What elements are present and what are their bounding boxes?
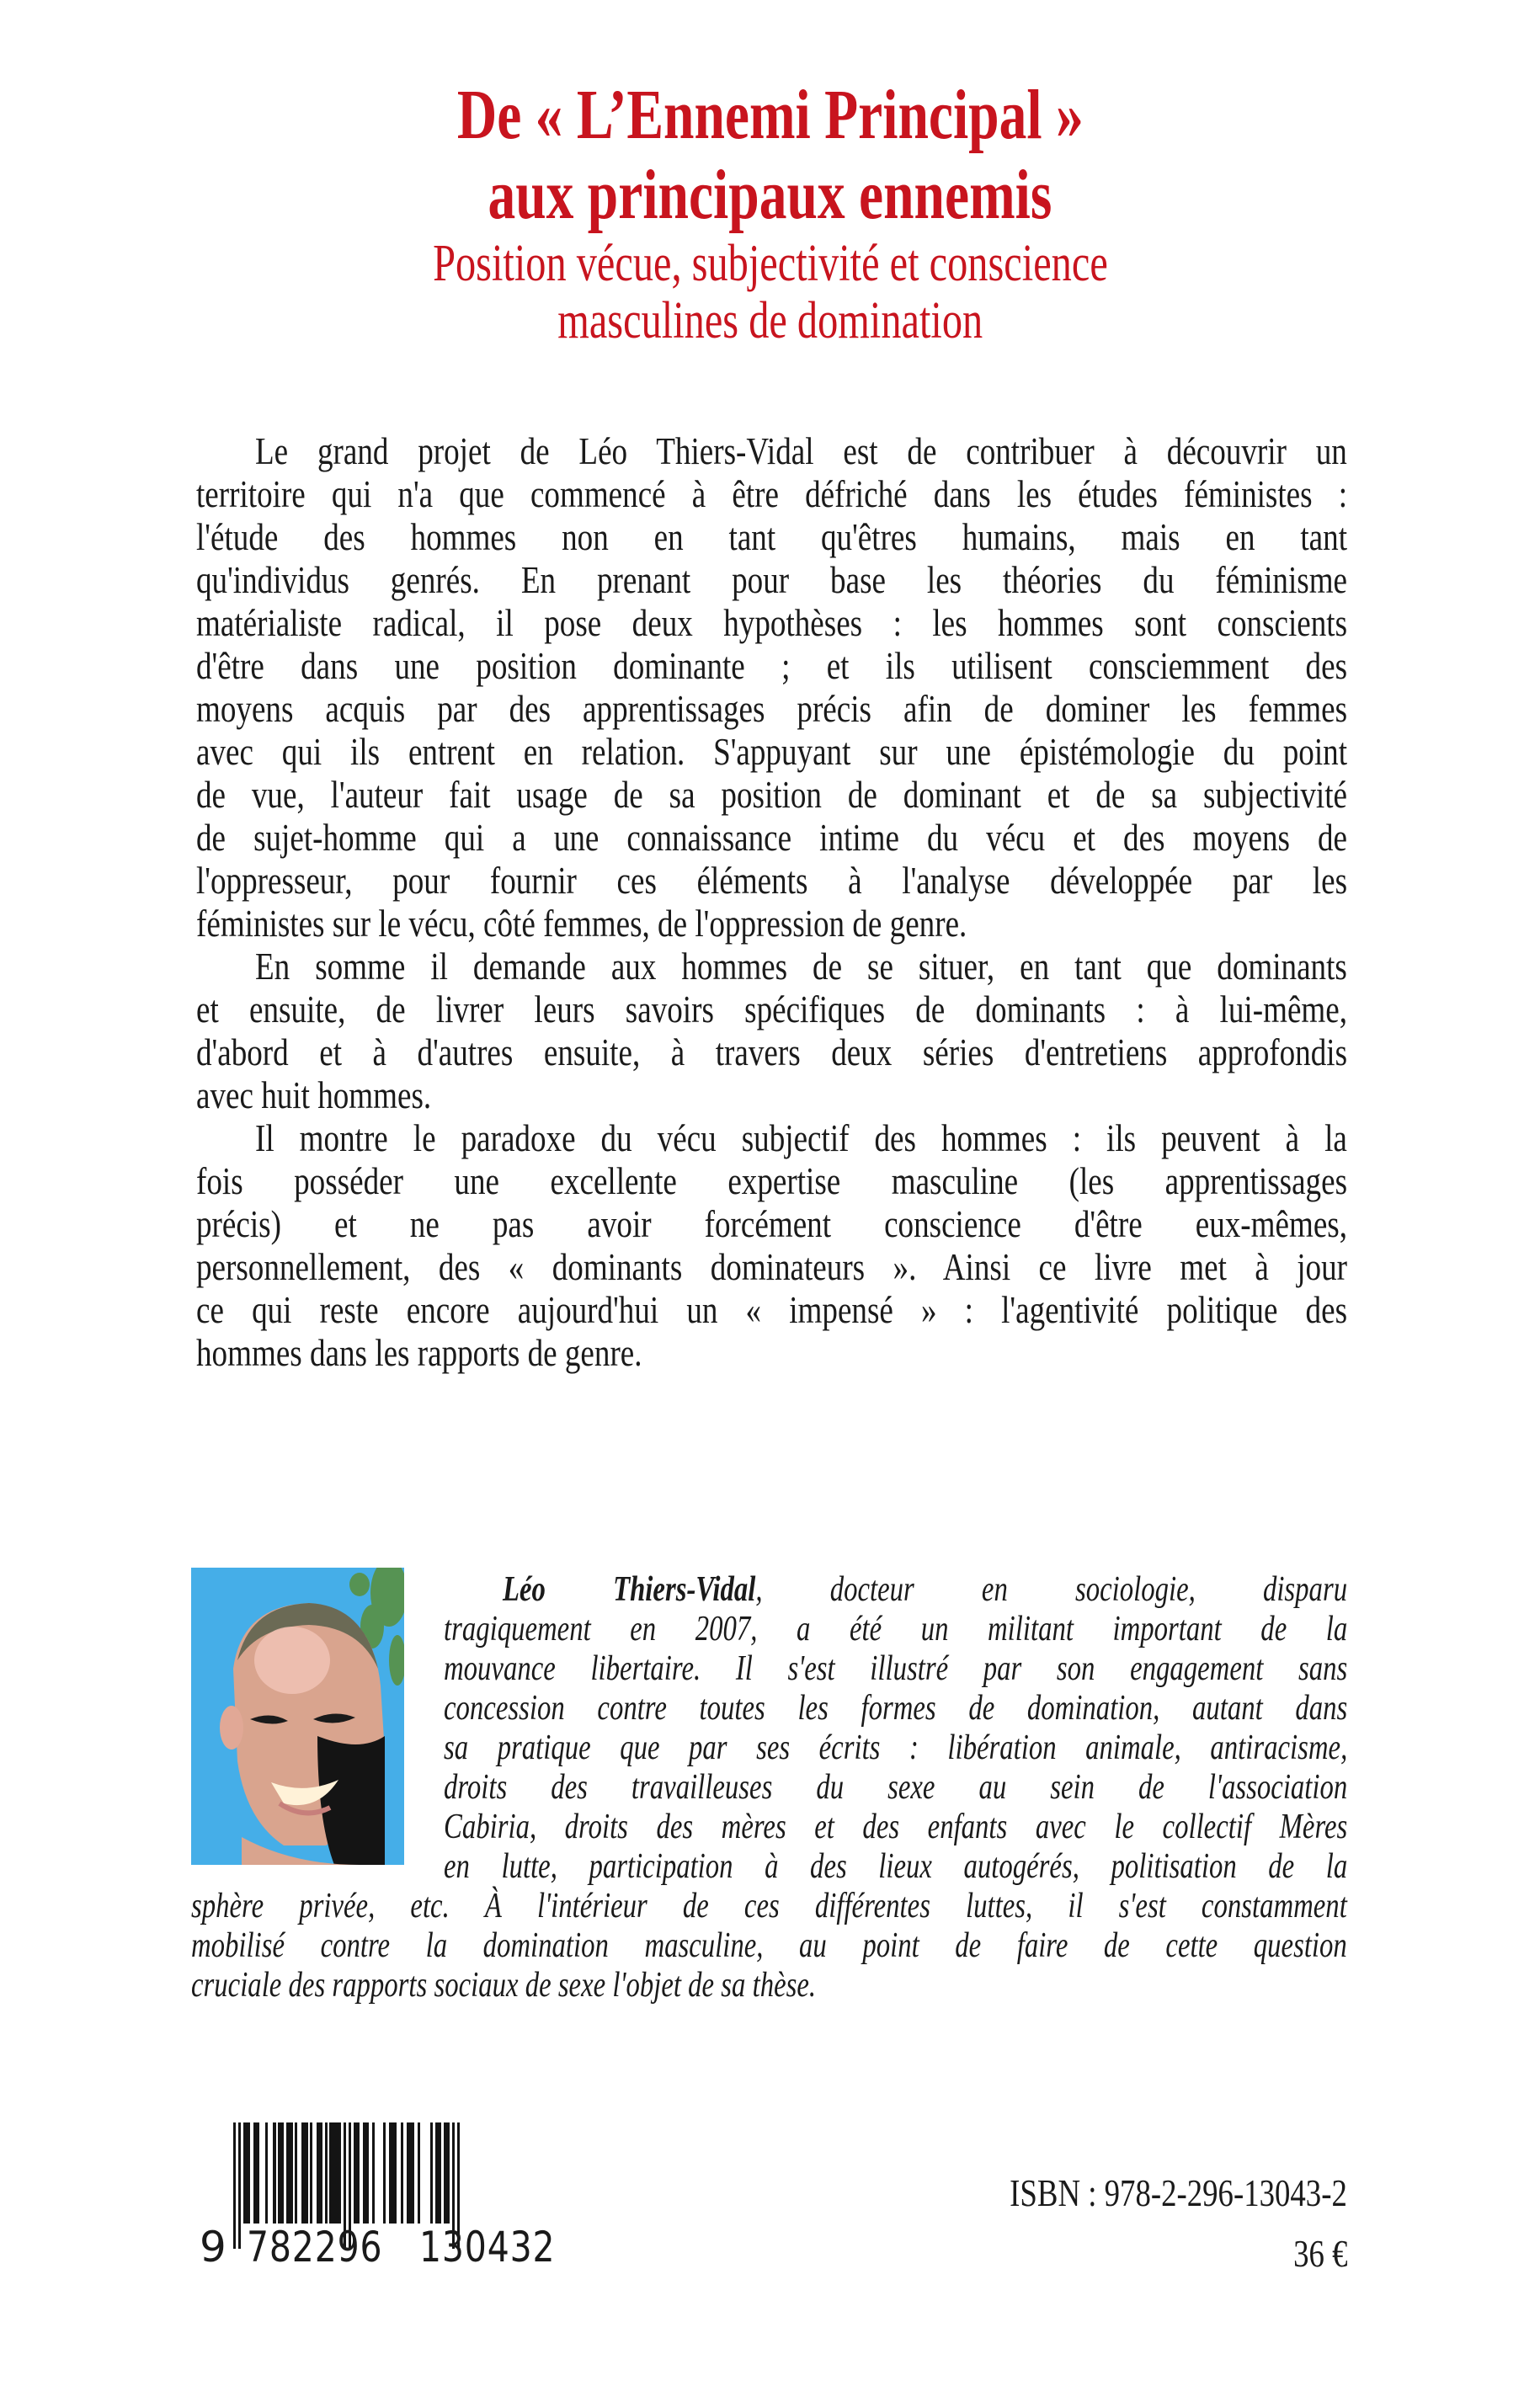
bio-line: Cabiria, droits des mères et des enfants avec le collectif Mères <box>444 1808 1348 1846</box>
bio-line: sphère privée, etc. À l'intérieur de ces différentes luttes, il s'est constamment <box>191 1887 1347 1925</box>
blurb-line: hommes dans les rapports de genre. <box>196 1331 642 1374</box>
blurb-line: avec qui ils entrent en relation. S'appuyant sur une épistémologie du point <box>196 730 1348 773</box>
blurb-line: territoire qui n'a que commencé à être défriché dans les études féministes : <box>196 472 1348 515</box>
price-label: 36 € <box>1292 2232 1347 2275</box>
bio-line: en lutte, participation à des lieux autogérés, politisation de la <box>444 1847 1348 1886</box>
bio-line: concession contre toutes les formes de domination, autant dans <box>444 1689 1348 1728</box>
bio-line: cruciale des rapports sociaux de sexe l'objet de sa thèse. <box>191 1966 817 2005</box>
blurb-line: Il montre le paradoxe du vécu subjectif des hommes : ils peuvent à la <box>255 1116 1347 1159</box>
blurb-line: personnellement, des « dominants dominateurs ». Ainsi ce livre met à jour <box>196 1245 1348 1288</box>
blurb-line: Le grand projet de Léo Thiers-Vidal est de contribuer à découvrir un <box>255 429 1347 472</box>
blurb-line: féministes sur le vécu, côté femmes, de l'oppression de genre. <box>196 902 967 945</box>
bio-line: mobilisé contre la domination masculine, au point de faire de cette question <box>191 1926 1347 1965</box>
bio-line: mouvance libertaire. Il s'est illustré par son engagement sans <box>444 1649 1348 1688</box>
blurb-line: l'étude des hommes non en tant qu'êtres humains, mais en tant <box>196 515 1348 558</box>
isbn-label: ISBN : 978-2-296-13043-2 <box>1010 2171 1347 2214</box>
blurb-line: précis) et ne pas avoir forcément conscience d'être eux-mêmes, <box>196 1202 1348 1245</box>
blurb-line: et ensuite, de livrer leurs savoirs spécifiques de dominants : à lui-même, <box>196 988 1348 1031</box>
book-title-line-2: aux principaux ennemis <box>488 156 1052 234</box>
blurb-line: d'abord et à d'autres ensuite, à travers deux séries d'entretiens approfondis <box>196 1031 1348 1073</box>
book-subtitle-line-1: Position vécue, subjectivité et conscience <box>432 235 1108 292</box>
blurb-line: En somme il demande aux hommes de se situer, en tant que dominants <box>255 945 1347 988</box>
bio-line: Léo Thiers-Vidal, docteur en sociologie, disparu <box>503 1570 1348 1609</box>
blurb-line: de vue, l'auteur fait usage de sa position de dominant et de sa subjectivité <box>196 773 1348 816</box>
blurb-line: de sujet-homme qui a une connaissance intime du vécu et des moyens de <box>196 816 1348 859</box>
blurb-line: fois posséder une excellente expertise masculine (les apprentissages <box>196 1159 1348 1202</box>
blurb-line: avec huit hommes. <box>196 1073 432 1116</box>
barcode-lead-digit: 9 <box>200 2223 226 2271</box>
blurb-line: qu'individus genrés. En prenant pour base les théories du féminisme <box>196 558 1348 601</box>
barcode-digits-group-1: 782296 <box>247 2223 383 2271</box>
blurb-line: d'être dans une position dominante ; et ils utilisent consciemment des <box>196 644 1348 687</box>
bio-line: droits des travailleuses du sexe au sein de l'association <box>444 1768 1348 1807</box>
blurb-line: matérialiste radical, il pose deux hypothèses : les hommes sont conscients <box>196 601 1348 644</box>
book-subtitle-line-2: masculines de domination <box>557 292 983 349</box>
bio-line: sa pratique que par ses écrits : libération animale, antiracisme, <box>444 1728 1348 1767</box>
barcode-digits-group-2: 130432 <box>419 2223 556 2271</box>
blurb-line: moyens acquis par des apprentissages précis afin de dominer les femmes <box>196 687 1348 730</box>
blurb-line: l'oppresseur, pour fournir ces éléments à l'analyse développée par les <box>196 859 1348 902</box>
author-photo <box>191 1568 404 1865</box>
book-title-line-1: De « L’Ennemi Principal » <box>456 76 1084 154</box>
bio-line: tragiquement en 2007, a été un militant important de la <box>444 1610 1348 1648</box>
author-name: Léo Thiers-Vidal <box>503 1570 756 1609</box>
blurb-line: ce qui reste encore aujourd'hui un « impensé » : l'agentivité politique des <box>196 1288 1348 1331</box>
author-portrait-icon <box>191 1568 404 1865</box>
